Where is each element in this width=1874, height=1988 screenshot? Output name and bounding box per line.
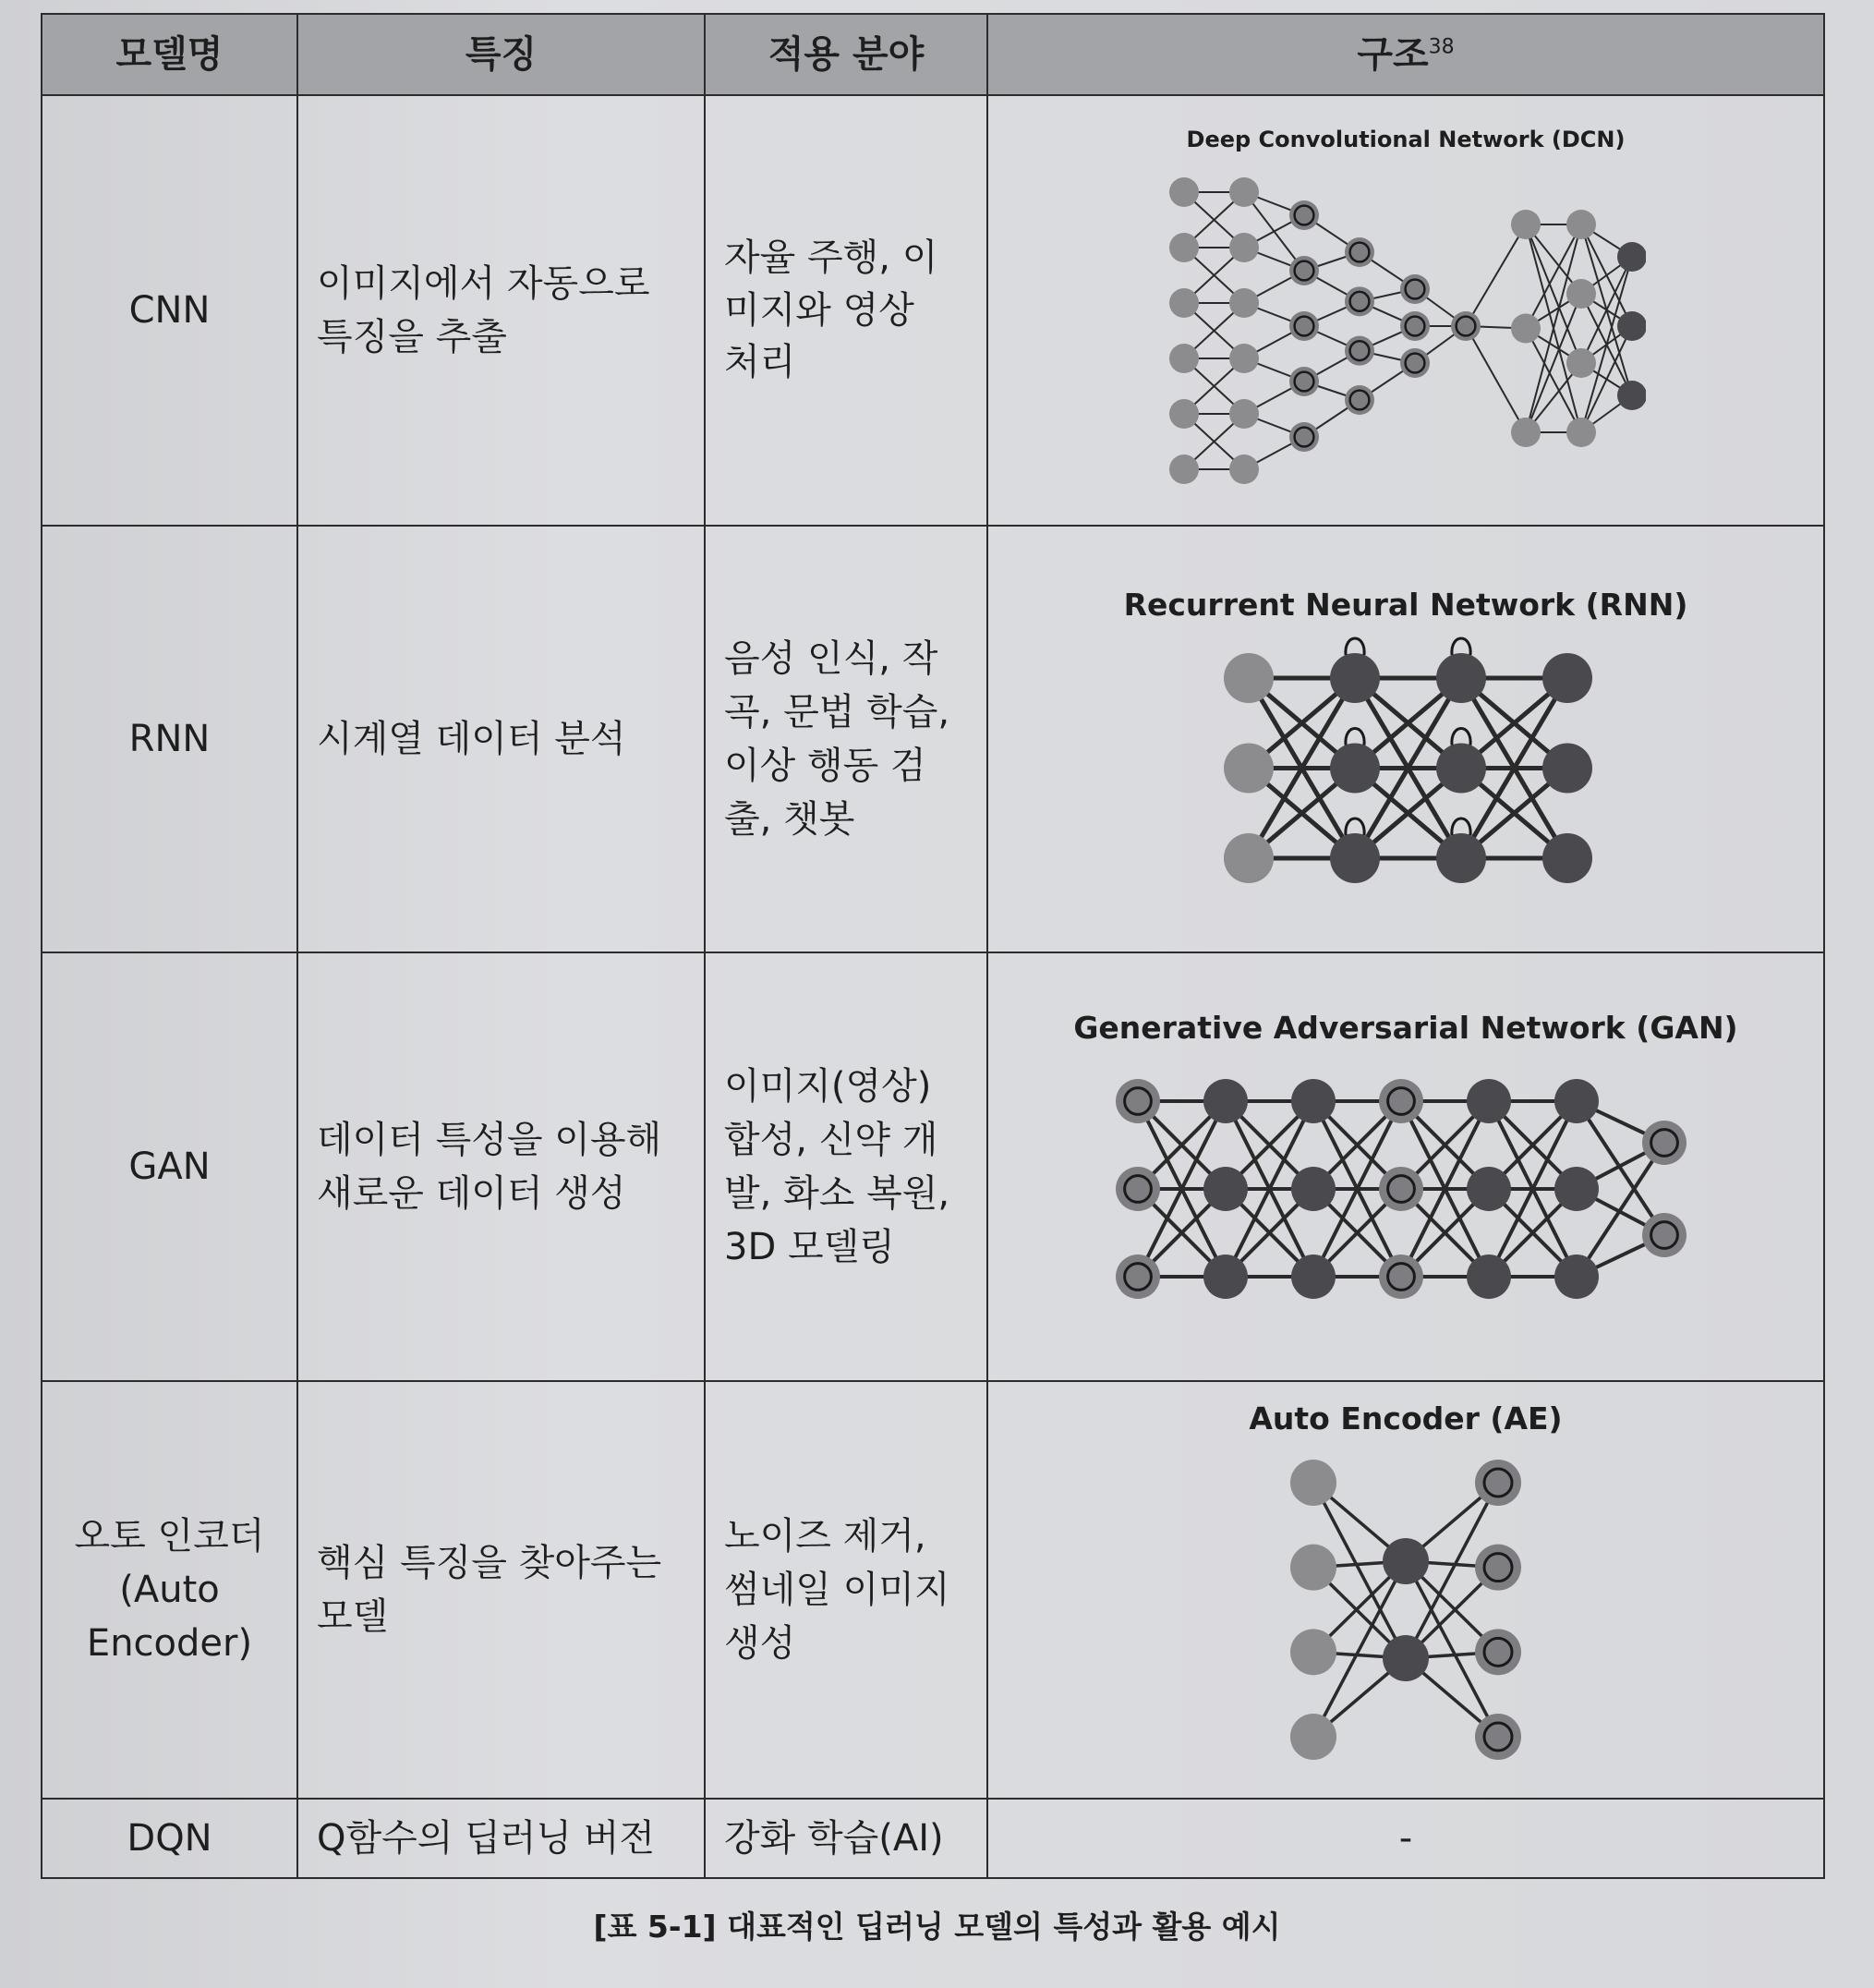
ae-network-svg: [1276, 1441, 1535, 1783]
hidden-node: [1436, 833, 1486, 883]
application-cell: 음성 인식, 작 곡, 문법 학습, 이상 행동 검 출, 챗봇: [705, 526, 987, 952]
hidden-node: [1467, 1255, 1511, 1299]
recurrent-loop: [1452, 818, 1470, 835]
hidden-node: [1330, 743, 1380, 793]
rnn-network-svg: [1212, 627, 1600, 895]
model-name-cell: RNN: [42, 526, 297, 952]
nodes-group: [1224, 638, 1592, 883]
hidden-node: [1542, 653, 1592, 703]
input-node: [1566, 348, 1596, 378]
structure-cell: -: [987, 1799, 1824, 1878]
hidden-node: [1554, 1167, 1599, 1211]
network-edge: [1466, 326, 1526, 432]
input-node: [1290, 1629, 1336, 1675]
table-caption: [표 5-1] 대표적인 딥러닝 모델의 특성과 활용 예시: [593, 1909, 1281, 1945]
recurrent-loop: [1452, 728, 1470, 745]
gan-diagram: [1007, 1006, 1805, 1327]
feature-cell: 핵심 특징을 찾아주는 모델: [297, 1381, 705, 1799]
input-node: [1566, 418, 1596, 447]
hidden-node: [1554, 1255, 1599, 1299]
model-name-cell: CNN: [42, 95, 297, 526]
table-header-row: [42, 14, 1824, 95]
hidden-node: [1291, 1079, 1336, 1123]
hidden-node: [1330, 833, 1380, 883]
header-model-name: 모델명: [42, 14, 297, 95]
table-row: [42, 1381, 1824, 1799]
application-cell: 노이즈 제거, 썸네일 이미지 생성: [705, 1381, 987, 1799]
diagram-title: Generative Adversarial Network (GAN): [1073, 1010, 1738, 1047]
application-cell: 이미지(영상) 합성, 신약 개 발, 화소 복원, 3D 모델링: [705, 952, 987, 1381]
ring-node: [1379, 1079, 1423, 1123]
recurrent-loop: [1346, 728, 1364, 745]
hidden-node: [1542, 743, 1592, 793]
hidden-node: [1203, 1079, 1248, 1123]
diagram-title: Deep Convolutional Network (DCN): [1186, 126, 1626, 152]
deep-learning-models-table: [41, 13, 1825, 1879]
dcn-network-svg: [1166, 155, 1646, 497]
input-node: [1169, 399, 1199, 429]
model-name-cell: GAN: [42, 952, 297, 1381]
hidden-node: [1203, 1167, 1248, 1211]
ring-node: [1642, 1121, 1687, 1165]
input-node: [1169, 288, 1199, 318]
input-node: [1169, 177, 1199, 207]
table-row: [42, 1799, 1824, 1878]
input-node: [1229, 288, 1259, 318]
input-node: [1169, 455, 1199, 484]
ring-node: [1116, 1167, 1160, 1211]
hidden-node: [1383, 1635, 1429, 1681]
table-row: [42, 952, 1824, 1381]
hidden-node: [1383, 1538, 1429, 1584]
table-row: [42, 526, 1824, 952]
input-node: [1224, 743, 1274, 793]
feature-cell: 이미지에서 자동으로 특징을 추출: [297, 95, 705, 526]
application-cell: 자율 주행, 이 미지와 영상 처리: [705, 95, 987, 526]
hidden-node: [1436, 743, 1486, 793]
hidden-node: [1291, 1255, 1336, 1299]
structure-cell: [987, 526, 1824, 952]
input-node: [1290, 1545, 1336, 1591]
input-node: [1511, 418, 1541, 447]
footnote-marker: 38: [1428, 35, 1455, 59]
ring-node: [1642, 1213, 1687, 1257]
ring-node: [1475, 1545, 1521, 1591]
ring-node: [1475, 1629, 1521, 1675]
ring-node: [1116, 1079, 1160, 1123]
ring-node: [1475, 1460, 1521, 1506]
input-node: [1290, 1714, 1336, 1760]
header-structure: 구조$^{38}$: [987, 14, 1824, 95]
structure-cell: [987, 95, 1824, 526]
hidden-node: [1330, 653, 1380, 703]
header-application: 적용 분야: [705, 14, 987, 95]
header-feature: 특징: [297, 14, 705, 95]
hidden-node: [1542, 833, 1592, 883]
edges-group: [1249, 678, 1567, 858]
recurrent-loop: [1346, 818, 1364, 835]
feature-cell: 데이터 특성을 이용해 새로운 데이터 생성: [297, 952, 705, 1381]
hidden-node: [1554, 1079, 1599, 1123]
ae-diagram: [1007, 1397, 1805, 1783]
hidden-node: [1617, 311, 1646, 341]
diagram-title: Recurrent Neural Network (RNN): [1123, 587, 1688, 624]
input-node: [1229, 233, 1259, 262]
hidden-node: [1203, 1255, 1248, 1299]
input-node: [1566, 210, 1596, 239]
input-node: [1224, 833, 1274, 883]
model-name-cell: DQN: [42, 1799, 297, 1878]
application-cell: 강화 학습(AI): [705, 1799, 987, 1878]
feature-cell: 시계열 데이터 분석: [297, 526, 705, 952]
ring-node: [1475, 1714, 1521, 1760]
dcn-diagram: [1007, 124, 1805, 498]
hidden-node: [1467, 1167, 1511, 1211]
nodes-group: [1169, 177, 1646, 484]
structure-cell: [987, 1381, 1824, 1799]
input-node: [1229, 399, 1259, 429]
hidden-node: [1291, 1167, 1336, 1211]
ring-node: [1116, 1255, 1160, 1299]
hidden-node: [1617, 381, 1646, 410]
input-node: [1511, 210, 1541, 239]
edges-group: [1313, 1483, 1498, 1737]
ring-node: [1379, 1255, 1423, 1299]
gan-network-svg: [1110, 1050, 1701, 1327]
input-node: [1566, 279, 1596, 309]
hidden-node: [1617, 242, 1646, 272]
diagram-title: Auto Encoder (AE): [1249, 1400, 1563, 1437]
feature-cell: Q함수의 딥러닝 버전: [297, 1799, 705, 1878]
input-node: [1229, 344, 1259, 373]
input-node: [1229, 455, 1259, 484]
rnn-diagram: [1007, 583, 1805, 895]
ring-node: [1379, 1167, 1423, 1211]
hidden-node: [1436, 653, 1486, 703]
recurrent-loop: [1452, 638, 1470, 655]
structure-cell: [987, 952, 1824, 1381]
input-node: [1511, 314, 1541, 344]
model-name-cell: 오토 인코더 (Auto Encoder): [42, 1381, 297, 1799]
table-row: [42, 95, 1824, 526]
input-node: [1224, 653, 1274, 703]
input-node: [1229, 177, 1259, 207]
input-node: [1169, 344, 1199, 373]
input-node: [1169, 233, 1199, 262]
hidden-node: [1467, 1079, 1511, 1123]
network-edge: [1466, 224, 1526, 326]
input-node: [1290, 1460, 1336, 1506]
recurrent-loop: [1346, 638, 1364, 655]
